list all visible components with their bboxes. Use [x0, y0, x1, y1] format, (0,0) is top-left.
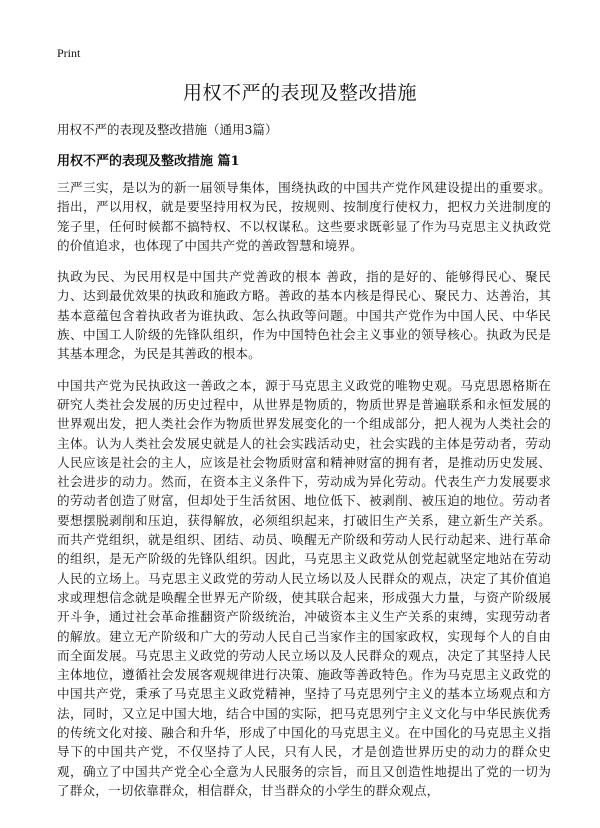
paragraph: 中国共产党为民执政这一善政之本，源于马克思主义政党的唯物史观。马克思恩格斯在研究人类社会发展的历史过程中，从世界是物质的，物质世界是普遍联系和永恒发展的世界观出发，把人类社会作为物质世界发展变化的一个组成部分，把人视为人类社会的主体。认为人类社会发展史就是人的社会实践活动史，社会实践的主体是劳动者，劳动人民应该是社会的主人，应该是社会物质财富和精神财富的拥有者，是推动历史发展、社会进步的动力。然而，在资本主义条件下，劳动成为异化劳动。代表生产力发展要求的劳动者创造了财富，但却处于生活贫困、地位低下、被剥削、被压迫的地位。劳动者要想摆脱剥削和压迫，获得解放，必须组织起来，打破旧生产关系，建立新生产关系。而共产党组织，就是组织、团结、动员、唤醒无产阶级和劳动人民行动起来、进行革命的组织，是无产阶级的先锋队组织。因此，马克思主义政党从创党起就坚定地站在劳动人民的立场上。马克思主义政党的劳动人民立场以及人民群众的观点，决定了其价值追求或理想信念就是唤醒全世界无产阶级，使其联合起来，形成强大力量，与资产阶级展开斗争，通过社会革命推翻资产阶级统治，冲破资本主义生产关系的束缚，实现劳动者的解放。建立无产阶级和广大的劳动人民自己当家作主的国家政权，实现每个人的自由而全面发展。马克思主义政党的劳动人民立场以及人民群众的观点，决定了其坚持人民主体地位，遵循社会发展客观规律进行决策、施政等善政特色。作为马克思主义政党的中国共产党，秉承了马克思主义政党精神，坚持了马克思列宁主义的基本立场观点和方法，同时，又立足中国大地，结合中国的实际，把马克思列宁主义文化与中华民族优秀的传统文化对接、融合和升华，形成了中国化的马克思主义。在中国化的马克思主义指导下的中国共产党，不仅坚持了人民，只有人民，才是创造世界历史的动力的群众史观，确立了中国共产党全心全意为人民服务的宗旨，而且又创造性地提出了党的一切为了群众，一切依靠群众，相信群众，甘当群众的小学生的群众观点， — [57, 377, 551, 798]
document-subtitle: 用权不严的表现及整改措施（通用3篇） — [57, 122, 278, 137]
print-link[interactable]: Print — [57, 46, 81, 60]
paragraph: 三严三实，是以为的新一届领导集体，围绕执政的中国共产党作风建设提出的重要求。指出，严以用权，就是要坚持用权为民，按规则、按制度行使权力，把权力关进制度的笼子里，任何时候都不搞特权、不以权谋私。这些要求既彰显了作为马克思主义执政党的价值追求，也体现了中国共产党的善政智慧和境界。 — [57, 180, 551, 253]
article-body — [57, 178, 551, 812]
page-title: 用权不严的表现及整改措施 — [182, 82, 417, 104]
paragraph: 执政为民、为民用权是中国共产党善政的根本 善政，指的是好的、能够得民心、聚民力、达到最优效果的执政和施政方略。善政的基本内核是得民心、聚民力、达善治，其基本意蕴包含着执政者为谁执政、怎么执政等问题。中国共产党作为中国人民、中华民族、中国工人阶级的先锋队组织，作为中国特色社会主义事业的领导核心。执政为民是其基本理念，为民是其善政的根本。 — [57, 269, 551, 362]
section-heading: 用权不严的表现及整改措施 篇1 — [57, 154, 240, 169]
